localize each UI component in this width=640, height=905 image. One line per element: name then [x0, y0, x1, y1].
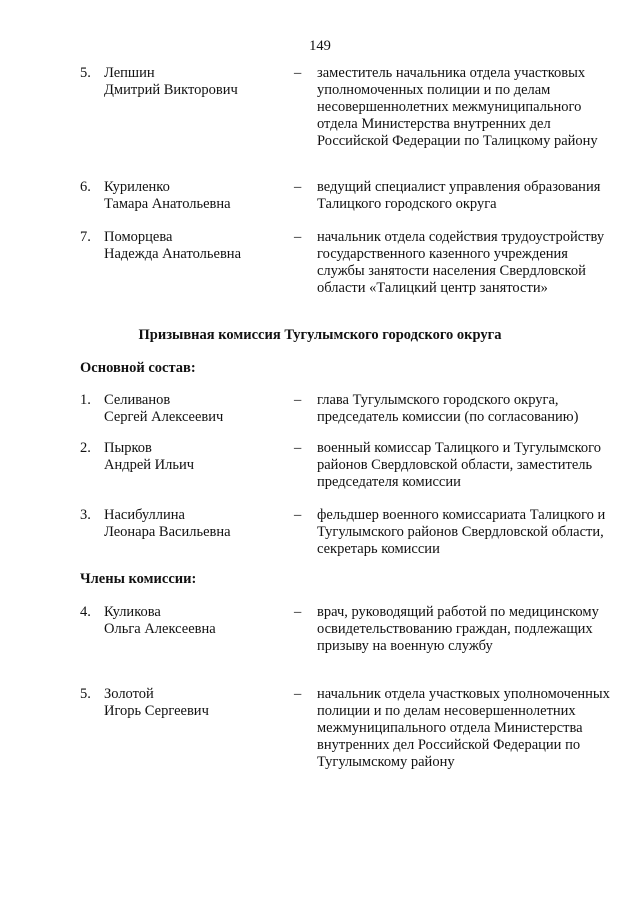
surname: Куриленко: [104, 179, 170, 195]
members-heading: Члены комиссии:: [80, 571, 197, 587]
dash: –: [294, 229, 302, 245]
person-name: [104, 440, 294, 474]
role-description: глава Тугулымского городского округа, председатель комиссии (по согласованию): [317, 392, 579, 425]
person-name: [104, 65, 294, 99]
given-names: Игорь Сергеевич: [104, 703, 209, 719]
role-description: военный комиссар Талицкого и Тугулымского районов Свердловской области, заместитель председателя комиссии: [317, 440, 601, 490]
role-description: ведущий специалист управления образования Талицкого городского округа: [317, 179, 601, 212]
person-name: [104, 604, 294, 638]
item-number: 1.: [80, 392, 91, 408]
dash: –: [294, 686, 302, 702]
given-names: Сергей Алексеевич: [104, 409, 224, 425]
surname: Золотой: [104, 686, 154, 702]
person-name: [104, 229, 294, 263]
main-composition-heading: Основной состав:: [80, 360, 196, 376]
dash: –: [294, 604, 302, 620]
item-number: 2.: [80, 440, 91, 456]
surname: Лепшин: [104, 65, 155, 81]
given-names: Ольга Алексеевна: [104, 621, 216, 637]
item-number: 5.: [80, 686, 91, 702]
person-name: [104, 392, 294, 426]
person-name: [104, 179, 294, 213]
given-names: Андрей Ильич: [104, 457, 195, 473]
role-description: заместитель начальника отдела участковых уполномоченных полиции и по делам несовершеннолетних межмуниципального отдела Министерства внутренних дел Российской Федерации по Талицкому району: [317, 65, 598, 149]
page-number: 149: [309, 38, 331, 54]
surname: Насибуллина: [104, 507, 185, 523]
item-number: 4.: [80, 604, 91, 620]
role-description: начальник отдела содействия трудоустройству государственного казенного учреждения службы занятости населения Свердловской области «Талицкий центр занятости»: [317, 229, 605, 296]
given-names: Тамара Анатольевна: [104, 196, 231, 212]
dash: –: [294, 507, 302, 523]
dash: –: [294, 65, 302, 81]
given-names: Леонара Васильевна: [104, 524, 231, 540]
person-name: [104, 686, 294, 720]
dash: –: [294, 179, 302, 195]
given-names: Дмитрий Викторович: [104, 82, 238, 98]
item-number: 7.: [80, 229, 91, 245]
surname: Куликова: [104, 604, 161, 620]
item-number: 6.: [80, 179, 91, 195]
dash: –: [294, 392, 302, 408]
role-description: фельдшер военного комиссариата Талицкого и Тугулымского районов Свердловской области, секретарь комиссии: [317, 507, 606, 557]
dash: –: [294, 440, 302, 456]
surname: Поморцева: [104, 229, 173, 245]
role-description: врач, руководящий работой по медицинскому освидетельствованию граждан, подлежащих призыву на военную службу: [317, 604, 599, 654]
commission-title: Призывная комиссия Тугулымского городского округа: [138, 327, 502, 343]
surname: Селиванов: [104, 392, 171, 408]
item-number: 5.: [80, 65, 91, 81]
person-name: [104, 507, 294, 541]
role-description: начальник отдела участковых уполномоченных полиции и по делам несовершеннолетних межмуниципального отдела Министерства внутренних дел Российской Федерации по Тугулымскому району: [317, 686, 610, 770]
surname: Пырков: [104, 440, 152, 456]
given-names: Надежда Анатольевна: [104, 246, 241, 262]
item-number: 3.: [80, 507, 91, 523]
